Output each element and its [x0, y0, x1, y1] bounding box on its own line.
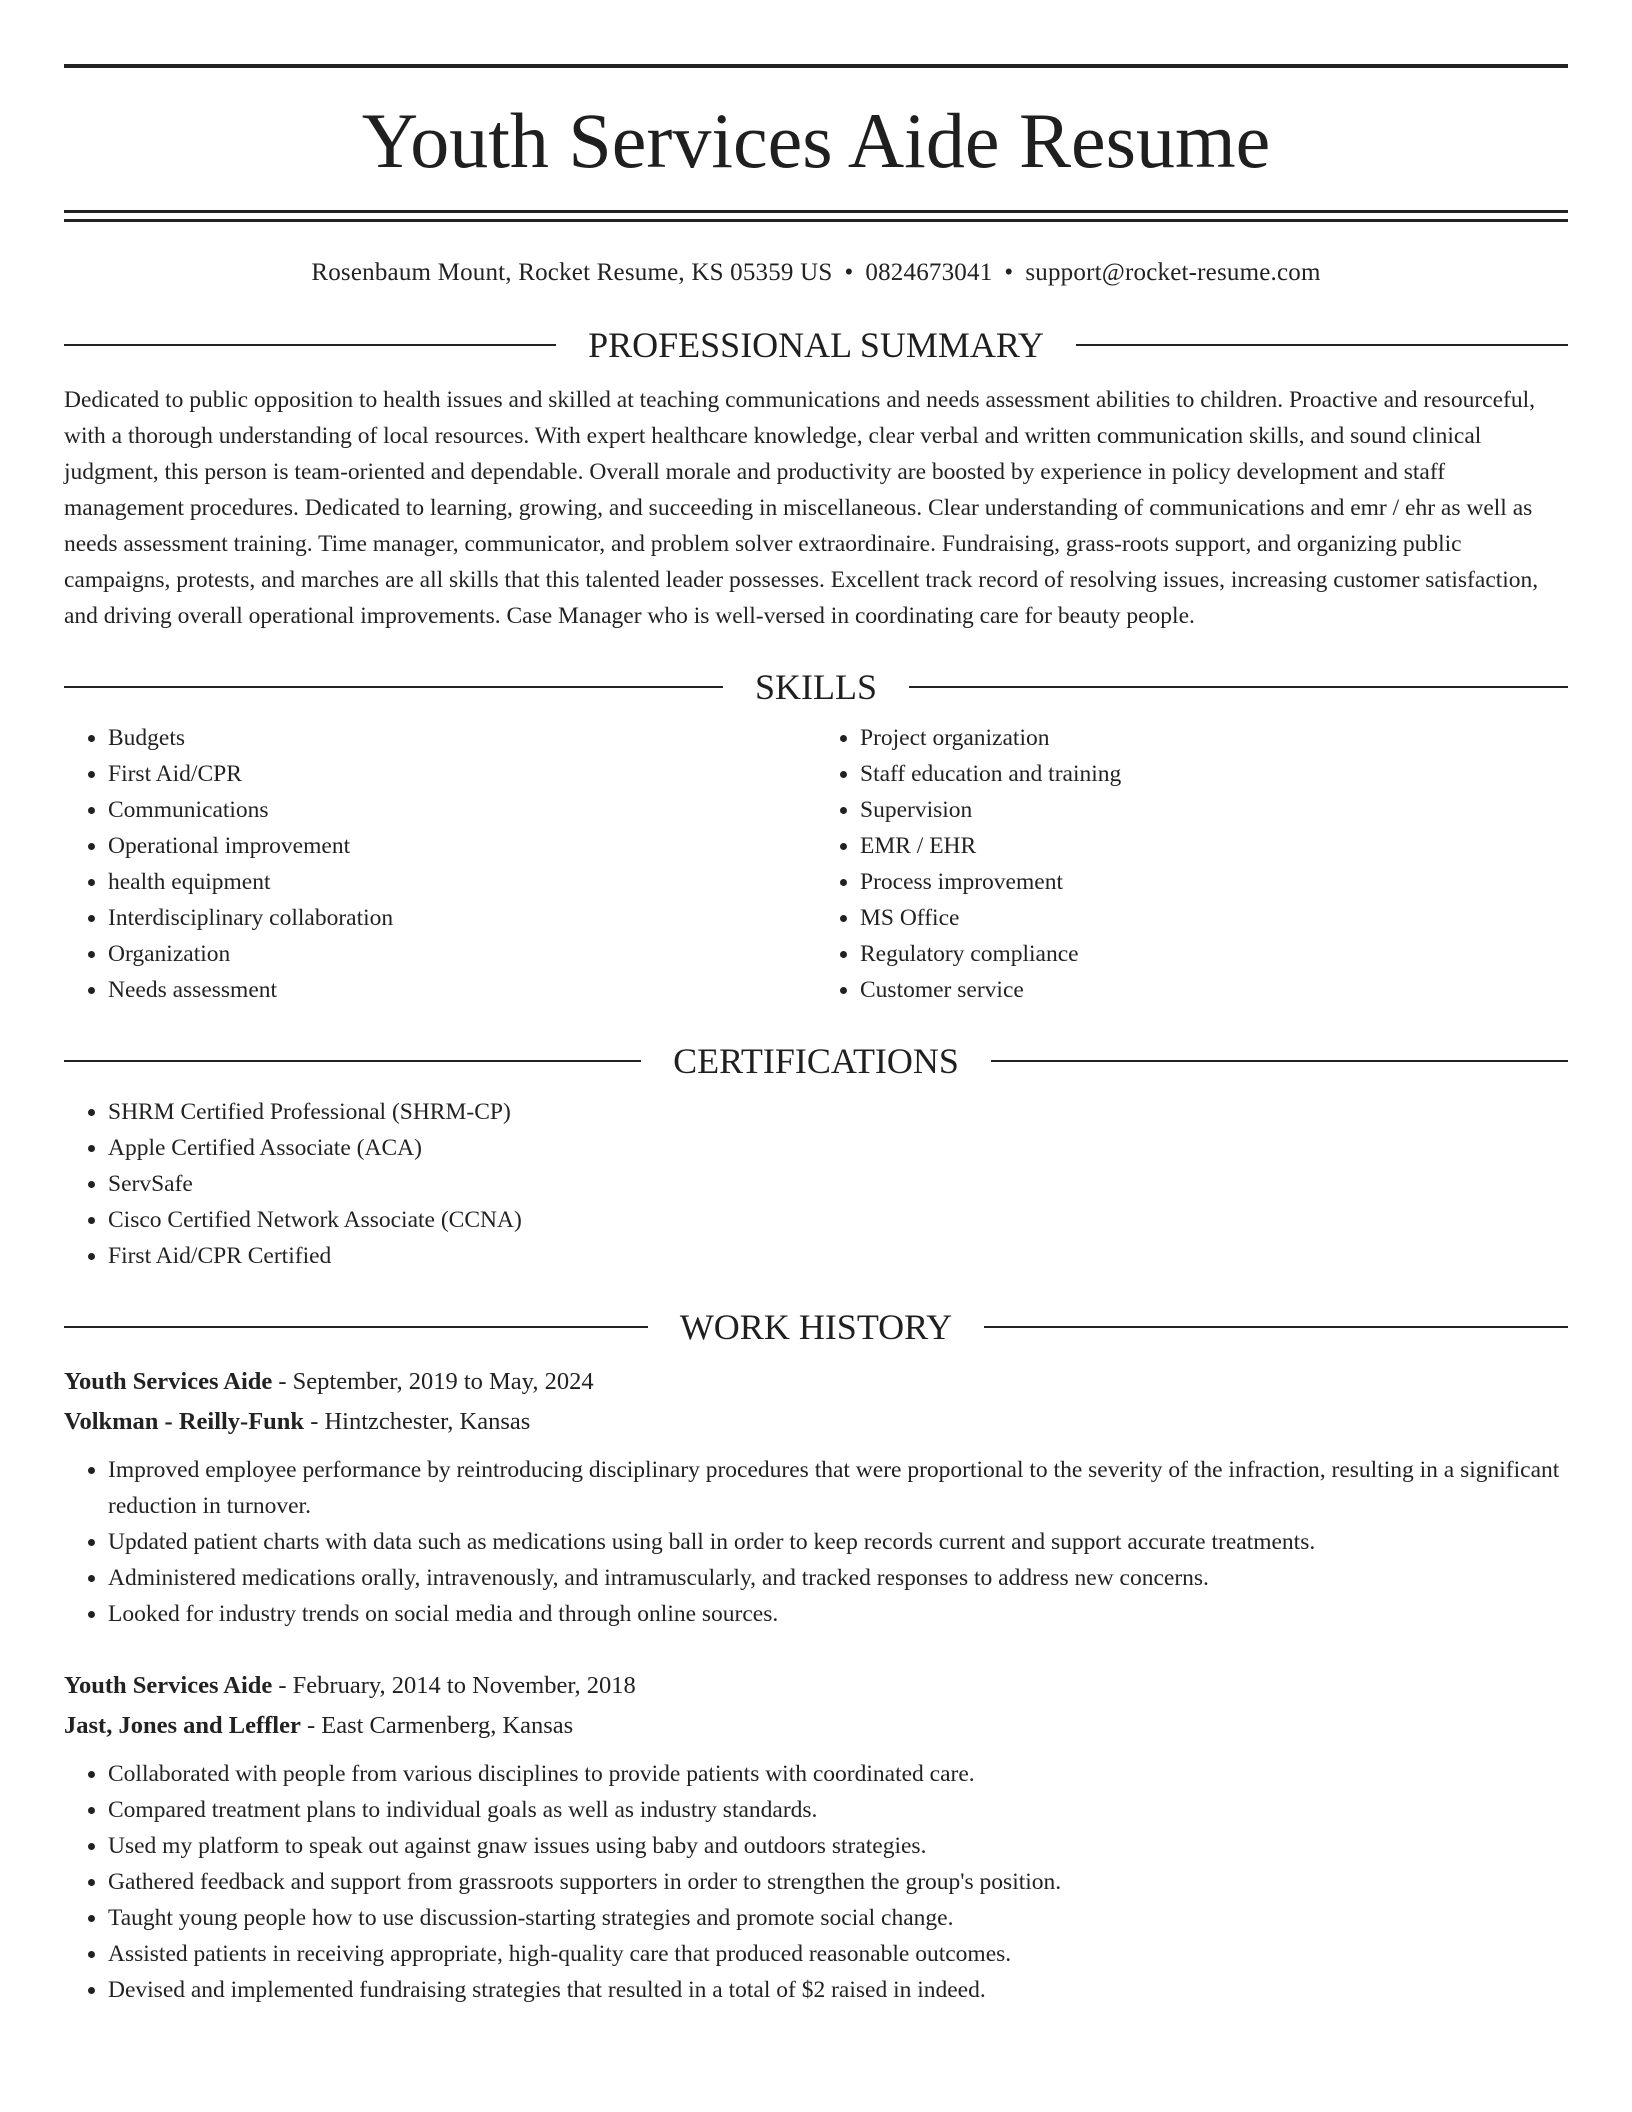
job-bullet: • Administered medications orally, intravenously, and intramuscularly, and tracked responses to address new concerns.: [108, 1560, 1568, 1596]
skill-item: • Operational improvement: [108, 828, 816, 864]
job-bullet: • Devised and implemented fundraising strategies that resulted in a total of $2 raised in indeed.: [108, 1972, 1568, 2008]
skills-grid: [64, 720, 1568, 1008]
heading-rule-left: [64, 344, 556, 346]
contact-separator: •: [844, 259, 854, 286]
job-bullet: • Updated patient charts with data such as medications using ball in order to keep records current and support accurate treatments.: [108, 1524, 1568, 1560]
resume-page: [64, 64, 1568, 2008]
job-employer-line: [64, 1706, 1568, 1746]
job-title: Youth Services Aide: [64, 1672, 273, 1699]
heading-rule-left: [64, 1326, 648, 1328]
skill-item: • Budgets: [108, 720, 816, 756]
heading-rule-right: [909, 686, 1568, 688]
job-employer-line: [64, 1402, 1568, 1442]
job-dates: - September, 2019 to May, 2024: [272, 1368, 594, 1395]
job-employer: Volkman - Reilly-Funk: [64, 1408, 305, 1435]
job-bullet: • Looked for industry trends on social media and through online sources.: [108, 1596, 1568, 1632]
certification-item: • ServSafe: [108, 1166, 1568, 1202]
skill-item: • Customer service: [860, 972, 1568, 1008]
job-bullet: • Gathered feedback and support from grassroots supporters in order to strengthen the group's position.: [108, 1864, 1568, 1900]
job-title-line: [64, 1666, 1568, 1706]
skill-item: • health equipment: [108, 864, 816, 900]
skill-item: • Supervision: [860, 792, 1568, 828]
heading-rule-right: [991, 1060, 1568, 1062]
job-bullet: • Assisted patients in receiving appropriate, high-quality care that produced reasonable outcomes.: [108, 1936, 1568, 1972]
contact-line: [64, 258, 1568, 288]
resume-title: Youth Services Aide Resume: [361, 97, 1271, 184]
skills-list-left: [64, 720, 816, 1008]
heading-rule-right: [1076, 344, 1568, 346]
job-bullets: [64, 1452, 1568, 1632]
contact-separator: •: [1004, 259, 1014, 286]
skill-item: • Communications: [108, 792, 816, 828]
job-bullet: • Compared treatment plans to individual goals as well as industry standards.: [108, 1792, 1568, 1828]
job-bullet: • Taught young people how to use discussion-starting strategies and promote social change.: [108, 1900, 1568, 1936]
skills-heading-label: SKILLS: [755, 667, 878, 707]
job-title-line: [64, 1362, 1568, 1402]
skill-item: • Process improvement: [860, 864, 1568, 900]
job-bullet: • Improved employee performance by reintroducing disciplinary procedures that were proportional to the severity of the infraction, resulting in a significant reduction in turnover.: [108, 1452, 1568, 1524]
summary-heading-label: PROFESSIONAL SUMMARY: [588, 325, 1044, 365]
certification-item: • Cisco Certified Network Associate (CCNA): [108, 1202, 1568, 1238]
contact-address: Rosenbaum Mount, Rocket Resume, KS 05359 US: [311, 259, 833, 286]
certification-item: • Apple Certified Associate (ACA): [108, 1130, 1568, 1166]
contact-email: support@rocket-resume.com: [1025, 259, 1321, 286]
work-history-section-heading: [64, 1306, 1568, 1348]
heading-rule-right: [984, 1326, 1568, 1328]
job-title: Youth Services Aide: [64, 1368, 273, 1395]
certifications-heading-label: CERTIFICATIONS: [673, 1041, 959, 1081]
skill-item: • Interdisciplinary collaboration: [108, 900, 816, 936]
job-location: - Hintzchester, Kansas: [304, 1408, 531, 1435]
professional-summary-text: Dedicated to public opposition to health issues and skilled at teaching communications and needs assessment abilities to children. Proactive and resourceful, with a thorough understanding of local resources. With expert healthcare knowledge, clear verbal and written communication skills, and sound clinical judgment, this person is team-oriented and dependable. Overall morale and productivity are boosted by experience in policy development and staff management procedures. Dedicated to learning, growing, and succeeding in miscellaneous. Clear understanding of communications and emr / ehr as well as needs assessment training. Time manager, communicator, and problem solver extraordinaire. Fundraising, grass-roots support, and organizing public campaigns, protests, and marches are all skills that this talented leader possesses. Excellent track record of resolving issues, increasing customer satisfaction, and driving overall operational improvements. Case Manager who is well-versed in coordinating care for beauty people.: [64, 387, 1539, 629]
skill-item: • Staff education and training: [860, 756, 1568, 792]
work-history-heading-label: WORK HISTORY: [679, 1307, 953, 1347]
certification-item: • First Aid/CPR Certified: [108, 1238, 1568, 1274]
heading-rule-left: [64, 686, 723, 688]
job-entry: [64, 1666, 1568, 2008]
skills-section-heading: [64, 666, 1568, 708]
job-entry: [64, 1362, 1568, 1632]
contact-phone: 0824673041: [865, 259, 993, 286]
skills-list-right: [816, 720, 1568, 1008]
skill-item: • Needs assessment: [108, 972, 816, 1008]
job-bullet: • Collaborated with people from various disciplines to provide patients with coordinated care.: [108, 1756, 1568, 1792]
skill-item: • Organization: [108, 936, 816, 972]
job-dates: - February, 2014 to November, 2018: [272, 1672, 636, 1699]
skill-item: • First Aid/CPR: [108, 756, 816, 792]
heading-rule-left: [64, 1060, 641, 1062]
certification-item: • SHRM Certified Professional (SHRM-CP): [108, 1094, 1568, 1130]
skill-item: • EMR / EHR: [860, 828, 1568, 864]
job-employer: Jast, Jones and Leffler: [64, 1712, 301, 1739]
job-bullet: • Used my platform to speak out against gnaw issues using baby and outdoors strategies.: [108, 1828, 1568, 1864]
certifications-section-heading: [64, 1040, 1568, 1082]
summary-section-heading: [64, 324, 1568, 366]
title-double-rule: [64, 210, 1568, 222]
skill-item: • Regulatory compliance: [860, 936, 1568, 972]
job-bullets: [64, 1756, 1568, 2008]
top-rule: [64, 64, 1568, 68]
job-location: - East Carmenberg, Kansas: [300, 1712, 574, 1739]
certifications-list: [64, 1094, 1568, 1274]
skill-item: • MS Office: [860, 900, 1568, 936]
skill-item: • Project organization: [860, 720, 1568, 756]
